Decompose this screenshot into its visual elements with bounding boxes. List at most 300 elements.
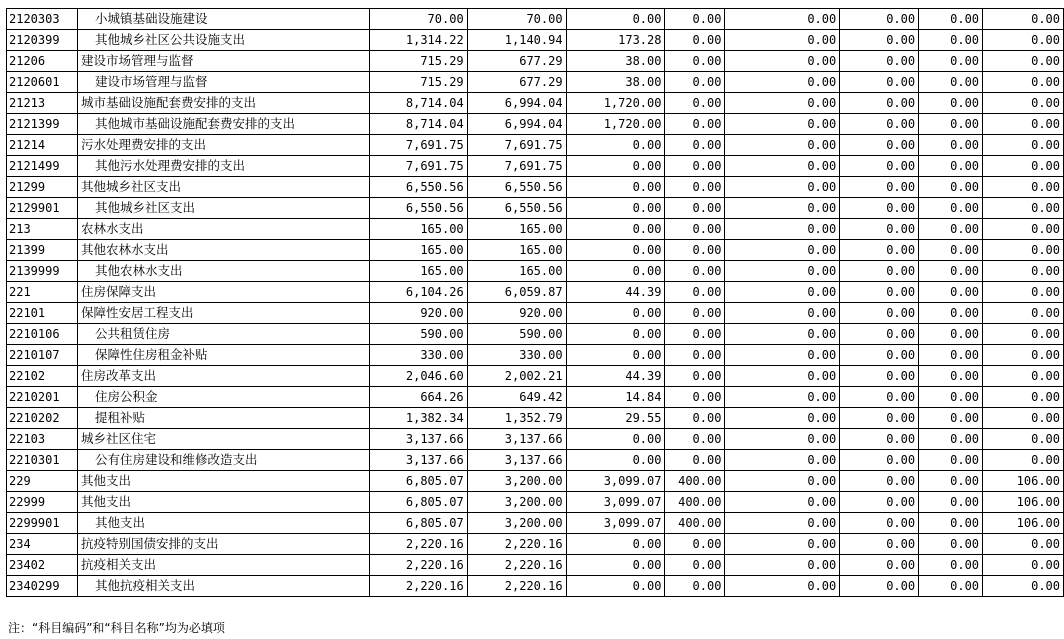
amount-cell: 1,314.22 [369,30,467,51]
amount-cell: 2,220.16 [467,534,566,555]
amount-cell: 3,099.07 [566,492,665,513]
amount-cell: 0.00 [919,366,983,387]
amount-cell: 2,046.60 [369,366,467,387]
subject-code-cell: 21213 [7,93,78,114]
amount-cell: 0.00 [566,303,665,324]
amount-cell: 0.00 [566,135,665,156]
amount-cell: 0.00 [840,303,919,324]
amount-cell: 0.00 [919,219,983,240]
amount-cell: 0.00 [840,114,919,135]
amount-cell: 715.29 [369,51,467,72]
amount-cell: 0.00 [840,219,919,240]
amount-cell: 0.00 [725,177,840,198]
amount-cell: 0.00 [566,177,665,198]
amount-cell: 2,220.16 [369,576,467,597]
amount-cell: 0.00 [665,177,725,198]
subject-name-cell: 城市基础设施配套费安排的支出 [77,93,369,114]
amount-cell: 0.00 [840,324,919,345]
amount-cell: 0.00 [840,177,919,198]
amount-cell: 0.00 [983,240,1064,261]
amount-cell: 0.00 [725,576,840,597]
table-row [7,345,1064,366]
amount-cell: 0.00 [665,387,725,408]
amount-cell: 920.00 [467,303,566,324]
amount-cell: 0.00 [665,282,725,303]
amount-cell: 0.00 [919,240,983,261]
amount-cell: 6,805.07 [369,492,467,513]
table-row [7,555,1064,576]
table-row [7,261,1064,282]
amount-cell: 0.00 [725,450,840,471]
table-row [7,114,1064,135]
amount-cell: 6,550.56 [369,177,467,198]
amount-cell: 7,691.75 [369,156,467,177]
subject-name-cell: 建设市场管理与监督 [77,51,369,72]
amount-cell: 0.00 [983,51,1064,72]
amount-cell: 0.00 [840,576,919,597]
table-row [7,30,1064,51]
amount-cell: 0.00 [665,219,725,240]
amount-cell: 0.00 [919,198,983,219]
budget-expenditure-table [6,8,1064,597]
amount-cell: 0.00 [665,408,725,429]
subject-name-cell: 住房改革支出 [77,366,369,387]
subject-name-cell: 其他农林水支出 [77,240,369,261]
amount-cell: 6,805.07 [369,513,467,534]
amount-cell: 0.00 [919,576,983,597]
amount-cell: 0.00 [725,429,840,450]
subject-code-cell: 2120399 [7,30,78,51]
amount-cell: 0.00 [566,534,665,555]
amount-cell: 106.00 [983,513,1064,534]
amount-cell: 715.29 [369,72,467,93]
amount-cell: 0.00 [665,429,725,450]
table-row [7,240,1064,261]
table-row [7,576,1064,597]
amount-cell: 0.00 [840,198,919,219]
amount-cell: 7,691.75 [467,135,566,156]
amount-cell: 0.00 [665,324,725,345]
table-row [7,408,1064,429]
amount-cell: 0.00 [725,282,840,303]
amount-cell: 0.00 [840,429,919,450]
amount-cell: 0.00 [566,324,665,345]
amount-cell: 0.00 [983,345,1064,366]
amount-cell: 0.00 [840,471,919,492]
amount-cell: 0.00 [919,429,983,450]
amount-cell: 0.00 [725,72,840,93]
amount-cell: 0.00 [919,387,983,408]
table-row [7,450,1064,471]
amount-cell: 0.00 [983,261,1064,282]
table-row [7,72,1064,93]
amount-cell: 2,220.16 [467,576,566,597]
amount-cell: 0.00 [840,387,919,408]
table-body [7,9,1064,597]
amount-cell: 0.00 [919,156,983,177]
subject-code-cell: 2210301 [7,450,78,471]
amount-cell: 0.00 [919,30,983,51]
amount-cell: 0.00 [725,240,840,261]
amount-cell: 0.00 [983,219,1064,240]
footnote: 注：“科目编码”和“科目名称”均为必填项 [8,621,225,635]
amount-cell: 0.00 [840,492,919,513]
subject-code-cell: 2120601 [7,72,78,93]
amount-cell: 6,550.56 [369,198,467,219]
subject-name-cell: 保障性住房租金补贴 [77,345,369,366]
amount-cell: 0.00 [983,555,1064,576]
amount-cell: 165.00 [369,261,467,282]
amount-cell: 0.00 [725,51,840,72]
subject-code-cell: 21299 [7,177,78,198]
amount-cell: 0.00 [725,534,840,555]
amount-cell: 0.00 [840,9,919,30]
amount-cell: 0.00 [983,450,1064,471]
amount-cell: 0.00 [919,282,983,303]
amount-cell: 106.00 [983,492,1064,513]
subject-name-cell: 公共租赁住房 [77,324,369,345]
subject-name-cell: 污水处理费安排的支出 [77,135,369,156]
amount-cell: 106.00 [983,471,1064,492]
subject-code-cell: 2129901 [7,198,78,219]
amount-cell: 0.00 [919,324,983,345]
subject-name-cell: 城乡社区住宅 [77,429,369,450]
amount-cell: 0.00 [725,135,840,156]
amount-cell: 400.00 [665,513,725,534]
table-row [7,135,1064,156]
table-row [7,534,1064,555]
table-row [7,303,1064,324]
table-row [7,51,1064,72]
table-row [7,324,1064,345]
amount-cell: 0.00 [919,51,983,72]
amount-cell: 3,137.66 [467,429,566,450]
amount-cell: 0.00 [983,9,1064,30]
subject-code-cell: 22101 [7,303,78,324]
amount-cell: 38.00 [566,51,665,72]
amount-cell: 0.00 [840,513,919,534]
amount-cell: 920.00 [369,303,467,324]
amount-cell: 649.42 [467,387,566,408]
amount-cell: 677.29 [467,51,566,72]
subject-code-cell: 22102 [7,366,78,387]
subject-name-cell: 保障性安居工程支出 [77,303,369,324]
amount-cell: 0.00 [919,345,983,366]
amount-cell: 8,714.04 [369,93,467,114]
amount-cell: 0.00 [919,408,983,429]
subject-name-cell: 其他支出 [77,471,369,492]
amount-cell: 1,720.00 [566,114,665,135]
amount-cell: 0.00 [665,366,725,387]
amount-cell: 0.00 [919,513,983,534]
amount-cell: 0.00 [840,408,919,429]
amount-cell: 0.00 [983,576,1064,597]
subject-name-cell: 小城镇基础设施建设 [77,9,369,30]
amount-cell: 0.00 [919,471,983,492]
subject-code-cell: 22999 [7,492,78,513]
amount-cell: 0.00 [725,471,840,492]
amount-cell: 400.00 [665,492,725,513]
amount-cell: 165.00 [467,261,566,282]
table-row [7,198,1064,219]
amount-cell: 0.00 [840,135,919,156]
amount-cell: 0.00 [983,429,1064,450]
amount-cell: 0.00 [919,450,983,471]
amount-cell: 2,220.16 [369,534,467,555]
subject-name-cell: 其他污水处理费安排的支出 [77,156,369,177]
amount-cell: 0.00 [665,240,725,261]
amount-cell: 0.00 [919,93,983,114]
amount-cell: 0.00 [919,9,983,30]
amount-cell: 0.00 [665,450,725,471]
table-row [7,177,1064,198]
amount-cell: 3,200.00 [467,513,566,534]
amount-cell: 70.00 [467,9,566,30]
amount-cell: 0.00 [983,408,1064,429]
amount-cell: 0.00 [725,387,840,408]
amount-cell: 0.00 [725,492,840,513]
amount-cell: 0.00 [566,240,665,261]
amount-cell: 3,137.66 [467,450,566,471]
amount-cell: 0.00 [665,51,725,72]
amount-cell: 29.55 [566,408,665,429]
amount-cell: 0.00 [840,93,919,114]
amount-cell: 0.00 [725,366,840,387]
amount-cell: 0.00 [725,324,840,345]
amount-cell: 0.00 [665,30,725,51]
subject-code-cell: 2121399 [7,114,78,135]
amount-cell: 0.00 [566,219,665,240]
subject-name-cell: 其他城乡社区支出 [77,177,369,198]
amount-cell: 0.00 [840,345,919,366]
amount-cell: 0.00 [665,156,725,177]
amount-cell: 0.00 [840,72,919,93]
amount-cell: 0.00 [983,534,1064,555]
amount-cell: 0.00 [725,555,840,576]
amount-cell: 0.00 [919,177,983,198]
amount-cell: 590.00 [369,324,467,345]
amount-cell: 0.00 [919,303,983,324]
amount-cell: 0.00 [983,303,1064,324]
amount-cell: 2,220.16 [369,555,467,576]
amount-cell: 38.00 [566,72,665,93]
amount-cell: 0.00 [725,114,840,135]
amount-cell: 0.00 [983,72,1064,93]
amount-cell: 165.00 [467,219,566,240]
amount-cell: 0.00 [725,513,840,534]
subject-code-cell: 2210106 [7,324,78,345]
amount-cell: 0.00 [665,93,725,114]
amount-cell: 0.00 [840,156,919,177]
amount-cell: 0.00 [566,261,665,282]
amount-cell: 400.00 [665,471,725,492]
table-row [7,513,1064,534]
subject-code-cell: 21214 [7,135,78,156]
amount-cell: 0.00 [566,450,665,471]
amount-cell: 0.00 [983,366,1064,387]
amount-cell: 0.00 [725,93,840,114]
table-row [7,9,1064,30]
amount-cell: 3,099.07 [566,513,665,534]
subject-name-cell: 住房公积金 [77,387,369,408]
subject-code-cell: 221 [7,282,78,303]
amount-cell: 6,994.04 [467,114,566,135]
subject-code-cell: 22103 [7,429,78,450]
amount-cell: 590.00 [467,324,566,345]
amount-cell: 0.00 [725,408,840,429]
amount-cell: 6,994.04 [467,93,566,114]
amount-cell: 14.84 [566,387,665,408]
amount-cell: 165.00 [369,240,467,261]
table-row [7,366,1064,387]
amount-cell: 70.00 [369,9,467,30]
amount-cell: 6,104.26 [369,282,467,303]
amount-cell: 0.00 [665,135,725,156]
subject-code-cell: 2139999 [7,261,78,282]
table-row [7,471,1064,492]
amount-cell: 0.00 [983,93,1064,114]
amount-cell: 0.00 [840,555,919,576]
table-row [7,93,1064,114]
amount-cell: 6,550.56 [467,177,566,198]
table-row [7,156,1064,177]
amount-cell: 3,137.66 [369,450,467,471]
subject-name-cell: 提租补贴 [77,408,369,429]
amount-cell: 0.00 [665,303,725,324]
amount-cell: 0.00 [919,534,983,555]
subject-name-cell: 其他农林水支出 [77,261,369,282]
amount-cell: 0.00 [983,156,1064,177]
amount-cell: 0.00 [919,492,983,513]
subject-name-cell: 农林水支出 [77,219,369,240]
amount-cell: 0.00 [983,177,1064,198]
amount-cell: 0.00 [919,114,983,135]
amount-cell: 0.00 [840,261,919,282]
amount-cell: 0.00 [566,576,665,597]
amount-cell: 44.39 [566,366,665,387]
amount-cell: 0.00 [665,261,725,282]
subject-name-cell: 建设市场管理与监督 [77,72,369,93]
amount-cell: 664.26 [369,387,467,408]
subject-code-cell: 21206 [7,51,78,72]
subject-code-cell: 23402 [7,555,78,576]
amount-cell: 0.00 [725,303,840,324]
subject-code-cell: 2210201 [7,387,78,408]
amount-cell: 7,691.75 [467,156,566,177]
amount-cell: 0.00 [725,30,840,51]
amount-cell: 3,200.00 [467,471,566,492]
subject-name-cell: 其他城乡社区公共设施支出 [77,30,369,51]
subject-code-cell: 2121499 [7,156,78,177]
amount-cell: 0.00 [566,429,665,450]
amount-cell: 0.00 [983,324,1064,345]
amount-cell: 0.00 [665,114,725,135]
amount-cell: 0.00 [665,9,725,30]
amount-cell: 1,140.94 [467,30,566,51]
subject-name-cell: 住房保障支出 [77,282,369,303]
amount-cell: 6,550.56 [467,198,566,219]
subject-code-cell: 21399 [7,240,78,261]
subject-code-cell: 2210107 [7,345,78,366]
amount-cell: 173.28 [566,30,665,51]
table-row [7,282,1064,303]
table-row [7,492,1064,513]
amount-cell: 44.39 [566,282,665,303]
amount-cell: 0.00 [665,72,725,93]
amount-cell: 0.00 [725,219,840,240]
subject-name-cell: 其他城市基础设施配套费安排的支出 [77,114,369,135]
table-row [7,429,1064,450]
amount-cell: 3,099.07 [566,471,665,492]
subject-code-cell: 213 [7,219,78,240]
amount-cell: 0.00 [983,114,1064,135]
subject-code-cell: 2210202 [7,408,78,429]
subject-name-cell: 其他城乡社区支出 [77,198,369,219]
amount-cell: 0.00 [665,576,725,597]
amount-cell: 677.29 [467,72,566,93]
amount-cell: 0.00 [919,261,983,282]
amount-cell: 0.00 [566,156,665,177]
amount-cell: 6,805.07 [369,471,467,492]
amount-cell: 0.00 [725,156,840,177]
amount-cell: 0.00 [725,9,840,30]
subject-name-cell: 抗疫特别国债安排的支出 [77,534,369,555]
amount-cell: 0.00 [919,135,983,156]
amount-cell: 0.00 [566,198,665,219]
amount-cell: 0.00 [983,282,1064,303]
subject-name-cell: 其他抗疫相关支出 [77,576,369,597]
amount-cell: 0.00 [919,72,983,93]
amount-cell: 0.00 [665,345,725,366]
amount-cell: 165.00 [369,219,467,240]
table-row [7,219,1064,240]
amount-cell: 0.00 [840,534,919,555]
amount-cell: 0.00 [566,555,665,576]
amount-cell: 2,220.16 [467,555,566,576]
subject-code-cell: 2340299 [7,576,78,597]
amount-cell: 330.00 [467,345,566,366]
amount-cell: 165.00 [467,240,566,261]
subject-name-cell: 其他支出 [77,513,369,534]
amount-cell: 0.00 [983,30,1064,51]
amount-cell: 0.00 [665,555,725,576]
amount-cell: 0.00 [840,51,919,72]
amount-cell: 3,137.66 [369,429,467,450]
amount-cell: 0.00 [566,345,665,366]
amount-cell: 0.00 [919,555,983,576]
amount-cell: 3,200.00 [467,492,566,513]
amount-cell: 0.00 [840,240,919,261]
amount-cell: 0.00 [725,261,840,282]
amount-cell: 7,691.75 [369,135,467,156]
amount-cell: 0.00 [725,198,840,219]
subject-code-cell: 234 [7,534,78,555]
subject-code-cell: 2120303 [7,9,78,30]
amount-cell: 0.00 [725,345,840,366]
amount-cell: 0.00 [665,198,725,219]
amount-cell: 0.00 [840,30,919,51]
amount-cell: 8,714.04 [369,114,467,135]
amount-cell: 0.00 [840,450,919,471]
amount-cell: 330.00 [369,345,467,366]
amount-cell: 2,002.21 [467,366,566,387]
table-row [7,387,1064,408]
subject-name-cell: 公有住房建设和维修改造支出 [77,450,369,471]
amount-cell: 0.00 [665,534,725,555]
amount-cell: 1,352.79 [467,408,566,429]
amount-cell: 0.00 [840,282,919,303]
subject-code-cell: 2299901 [7,513,78,534]
